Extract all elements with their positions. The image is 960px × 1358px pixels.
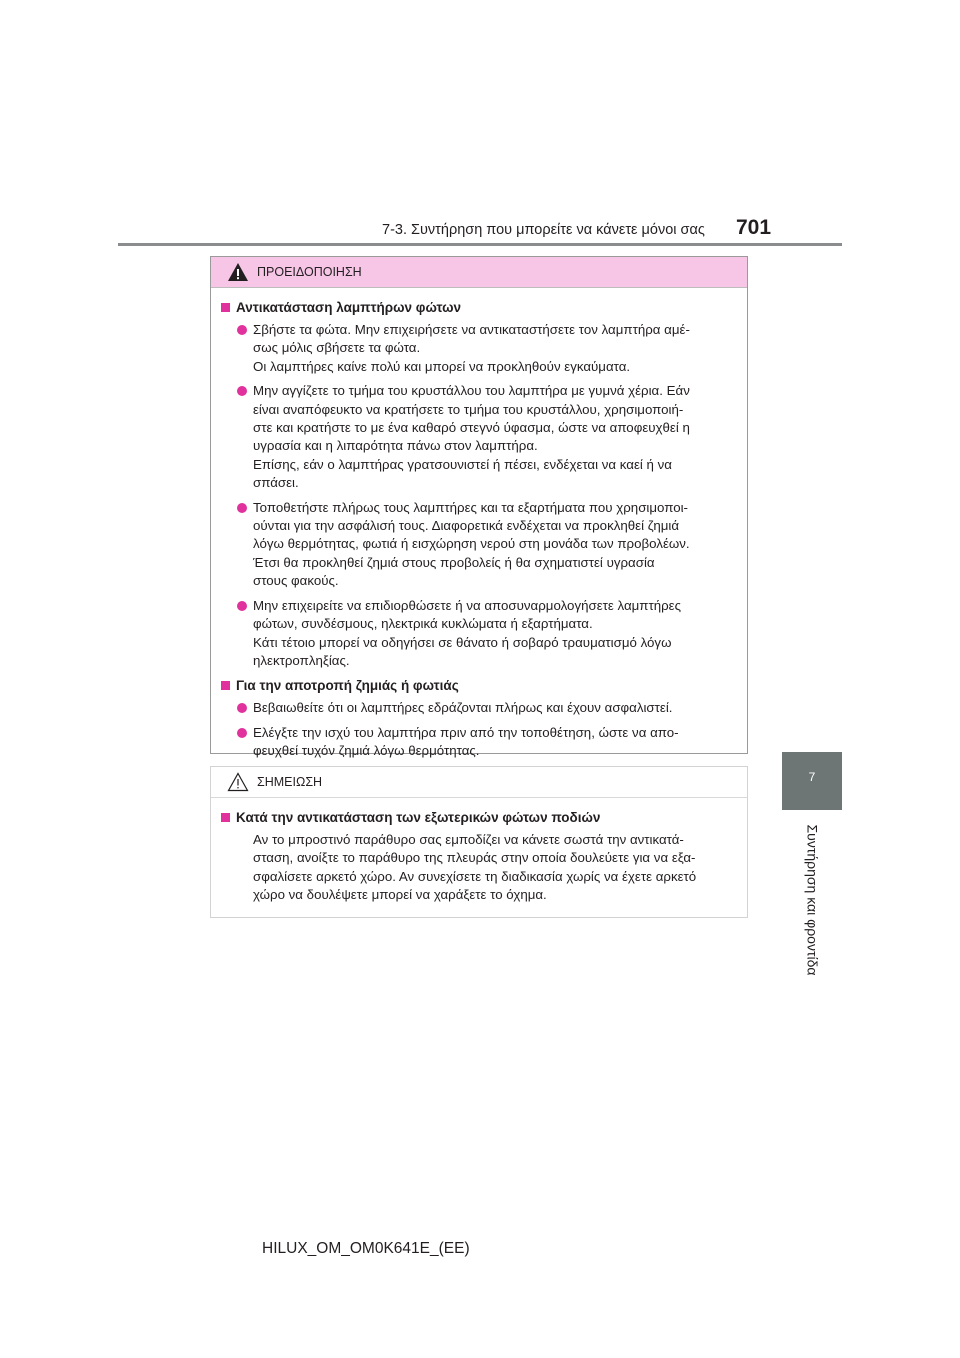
warning-triangle-icon bbox=[227, 262, 249, 282]
warning-box bbox=[210, 256, 748, 759]
list-item bbox=[221, 699, 739, 717]
text-line: Κάτι τέτοιο μπορεί να οδηγήσει σε θάνατο ή σοβαρό τραυματισμό λόγω bbox=[253, 634, 672, 650]
text-line: Σβήστε τα φώτα. Μην επιχειρήσετε να αντικαταστήσετε τον λαμπτήρα αμέ- bbox=[253, 322, 690, 337]
section-title: Αντικατάσταση λαμπτήρων φώτων bbox=[236, 300, 462, 315]
text-line: Αν το μπροστινό παράθυρο σας εμποδίζει να κάνετε σωστά την αντικατά- bbox=[253, 832, 684, 847]
text-line: Τοποθετήστε πλήρως τους λαμπτήρες και τα εξαρτήματα που χρησιμοποι- bbox=[253, 499, 688, 515]
round-bullet-icon bbox=[237, 601, 247, 611]
square-bullet-icon bbox=[221, 813, 230, 822]
list-item bbox=[221, 597, 739, 671]
chapter-side-label bbox=[800, 820, 824, 980]
text-line: στους φακούς. bbox=[253, 573, 339, 589]
list-item bbox=[221, 382, 739, 492]
text-line: είναι αναπόφευκτο να κρατήσετε το τμήμα του κρυστάλλου, χρησιμοποιή- bbox=[253, 401, 684, 417]
square-bullet-icon bbox=[221, 681, 230, 690]
notice-label: ΣΗΜΕΙΩΣΗ bbox=[257, 775, 323, 789]
text-line: Επίσης, εάν ο λαμπτήρας γρατσουνιστεί ή πέσει, ενδέχεται να καεί ή να bbox=[253, 456, 672, 472]
caution-triangle-icon bbox=[227, 772, 249, 792]
text-line: Ελέγξτε την ισχύ του λαμπτήρα πριν από την τοποθέτηση, ώστε να απο- bbox=[253, 724, 679, 740]
warning-label: ΠΡΟΕΙΔΟΠΟΙΗΣΗ bbox=[257, 265, 362, 279]
page-number: 701 bbox=[736, 216, 772, 239]
text-line: Βεβαιωθείτε ότι οι λαμπτήρες εδράζονται πλήρως και έχουν ασφαλιστεί. bbox=[253, 700, 673, 716]
notice-header bbox=[211, 767, 747, 798]
section-heading bbox=[221, 808, 739, 827]
text-line: Έτσι θα προκληθεί ζημιά στους προβολείς ή θα σχηματιστεί υγρασία bbox=[253, 554, 655, 570]
text-line: σταση, ανοίξτε το παράθυρο της πλευράς στην οποία δουλεύετε για να εξα- bbox=[253, 850, 696, 866]
chapter-tab bbox=[782, 752, 842, 810]
round-bullet-icon bbox=[237, 325, 247, 335]
text-line: φευχθεί τυχόν ζημιά λόγω θερμότητας. bbox=[253, 743, 480, 759]
section-heading bbox=[221, 676, 739, 695]
text-line: φώτων, συνδέσμους, ηλεκτρικά κυκλώματα ή εξαρτήματα. bbox=[253, 616, 593, 632]
text-line: σπάσει. bbox=[253, 475, 299, 491]
text-line: σφαλίσετε αρκετό χώρο. Αν συνεχίσετε τη διαδικασία χωρίς να έχετε αρκετό bbox=[253, 868, 697, 884]
text-line: Οι λαμπτήρες καίνε πολύ και μπορεί να προκληθούν εγκαύματα. bbox=[253, 358, 631, 374]
section-title: Για την αποτροπή ζημιάς ή φωτιάς bbox=[236, 678, 459, 694]
notice-body bbox=[211, 798, 747, 905]
notice-paragraph bbox=[221, 831, 739, 905]
list-item bbox=[221, 724, 739, 761]
text-line: Μην επιχειρείτε να επιδιορθώσετε ή να αποσυναρμολογήσετε λαμπτήρες bbox=[253, 597, 682, 613]
chapter-title-vertical: Συντήρηση και φροντίδα bbox=[804, 824, 821, 976]
list-item bbox=[221, 321, 739, 376]
text-line: ούνται για την ασφάλισή τους. Διαφορετικά ενδέχεται να προκληθεί ζημιά bbox=[253, 518, 680, 534]
chapter-number: 7 bbox=[808, 770, 816, 784]
warning-body bbox=[211, 288, 747, 761]
warning-header bbox=[211, 257, 747, 288]
round-bullet-icon bbox=[237, 703, 247, 713]
header-section-title: 7-3. Συντήρηση που μπορείτε να κάνετε μόνοι σας bbox=[382, 222, 705, 238]
round-bullet-icon bbox=[237, 386, 247, 396]
text-line: Μην αγγίζετε το τμήμα του κρυστάλλου του λαμπτήρα με γυμνά χέρια. Εάν bbox=[253, 383, 690, 399]
section-heading bbox=[221, 298, 739, 317]
text-line: χώρο να δουλέψετε μπορεί να χαράξετε το όχημα. bbox=[253, 887, 547, 903]
round-bullet-icon bbox=[237, 503, 247, 513]
text-line: ηλεκτροπληξίας. bbox=[253, 652, 350, 668]
text-line: υγρασία και η λιπαρότητα πάνω στον λαμπτήρα. bbox=[253, 438, 538, 454]
text-line: σως μόλις σβήσετε τα φώτα. bbox=[253, 340, 421, 356]
round-bullet-icon bbox=[237, 728, 247, 738]
document-code: HILUX_OM_OM0K641E_(EE) bbox=[262, 1240, 470, 1257]
list-item bbox=[221, 499, 739, 591]
section-title: Κατά την αντικατάσταση των εξωτερικών φώτων ποδιών bbox=[236, 810, 601, 825]
notice-box bbox=[210, 766, 748, 918]
text-line: στε και κρατήστε το με ένα καθαρό στεγνό ύφασμα, ώστε να αποφευχθεί η bbox=[253, 420, 690, 436]
square-bullet-icon bbox=[221, 303, 230, 312]
header-divider bbox=[118, 243, 842, 246]
text-line: λόγω θερμότητας, φωτιά ή εισχώρηση νερού στη μονάδα των προβολέων. bbox=[253, 536, 690, 552]
